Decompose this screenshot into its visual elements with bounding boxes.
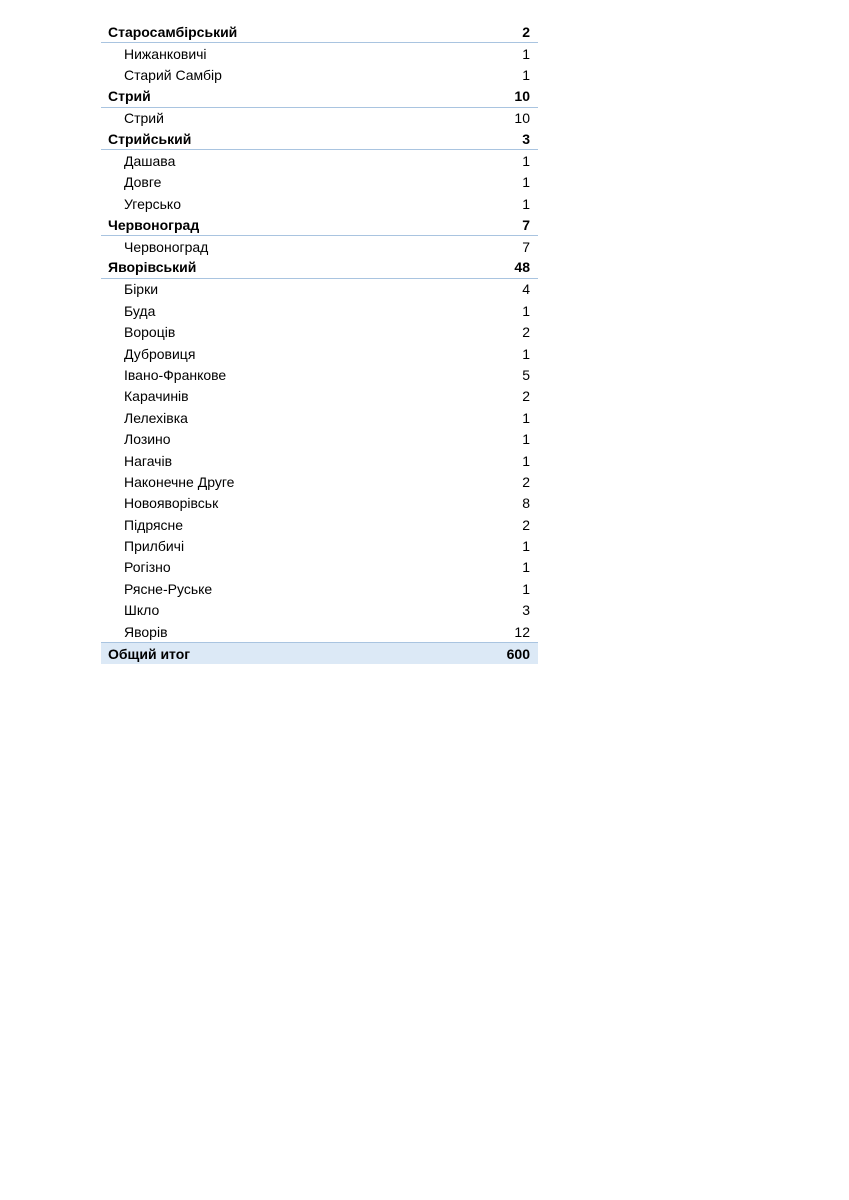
item-row [101,600,538,621]
item-value: 4 [522,281,530,298]
item-value: 1 [522,345,530,362]
item-row [101,557,538,578]
item-value: 2 [522,473,530,490]
group-total: 7 [522,216,530,233]
item-row [101,493,538,514]
item-row [101,407,538,428]
item-name: Наконечне Друге [124,473,235,490]
item-value: 1 [522,195,530,212]
group-row [101,86,538,107]
item-value: 1 [522,580,530,597]
item-value: 1 [522,431,530,448]
item-row [101,65,538,86]
group-name: Червоноград [108,216,200,233]
item-name: Карачинів [124,388,189,405]
item-value: 8 [522,495,530,512]
group-row [101,215,538,236]
item-name: Лелехівка [124,409,188,426]
group-name: Старосамбірський [108,24,238,41]
item-name: Бірки [124,281,159,298]
item-row [101,108,538,129]
item-value: 1 [522,46,530,63]
item-value: 12 [514,623,530,640]
item-name: Довге [124,174,162,191]
item-value: 1 [522,153,530,170]
item-value: 1 [522,302,530,319]
group-total: 2 [522,24,530,41]
item-name: Івано-Франкове [124,366,227,383]
item-row [101,621,538,642]
item-value: 1 [522,538,530,555]
item-row [101,535,538,556]
item-name: Яворів [124,623,168,640]
grand-total-row [101,642,538,663]
item-row [101,364,538,385]
item-row [101,450,538,471]
item-value: 2 [522,516,530,533]
group-name: Яворівський [108,259,197,276]
item-value: 2 [522,388,530,405]
item-name: Буда [124,302,156,319]
grand-total-value: 600 [506,645,530,662]
item-name: Лозино [124,431,171,448]
item-name: Підрясне [124,516,184,533]
item-row [101,193,538,214]
item-name: Стрий [124,110,164,127]
item-value: 7 [522,238,530,255]
item-name: Старий Самбір [124,67,222,84]
item-name: Рясне-Руське [124,580,213,597]
item-row [101,300,538,321]
grand-total-label: Общий итог [108,645,191,662]
group-name: Стрий [108,88,151,105]
item-value: 1 [522,452,530,469]
item-name: Шкло [124,602,160,619]
group-row [101,129,538,150]
item-value: 2 [522,324,530,341]
item-row [101,471,538,492]
item-row [101,386,538,407]
item-value: 10 [514,110,530,127]
group-total: 10 [514,88,530,105]
group-total: 3 [522,131,530,148]
item-name: Нижанковичі [124,46,207,63]
item-row [101,236,538,257]
item-row [101,172,538,193]
item-name: Дашава [124,153,176,170]
group-row [101,257,538,278]
item-row [101,43,538,64]
item-value: 1 [522,409,530,426]
item-row [101,428,538,449]
item-row [101,150,538,171]
item-value: 3 [522,602,530,619]
item-value: 5 [522,366,530,383]
item-name: Червоноград [124,238,209,255]
pivot-table [101,22,538,664]
item-value: 1 [522,67,530,84]
item-row [101,279,538,300]
item-name: Нагачів [124,452,173,469]
item-row [101,321,538,342]
item-row [101,343,538,364]
group-name: Стрийський [108,131,192,148]
item-name: Рогізно [124,559,171,576]
item-row [101,514,538,535]
group-row [101,22,538,43]
item-name: Прилбичі [124,538,185,555]
item-value: 1 [522,174,530,191]
group-total: 48 [514,259,530,276]
item-name: Вороців [124,324,176,341]
item-name: Дубровиця [124,345,196,362]
item-value: 1 [522,559,530,576]
item-row [101,578,538,599]
item-name: Новояворівськ [124,495,219,512]
item-name: Угерсько [124,195,181,212]
